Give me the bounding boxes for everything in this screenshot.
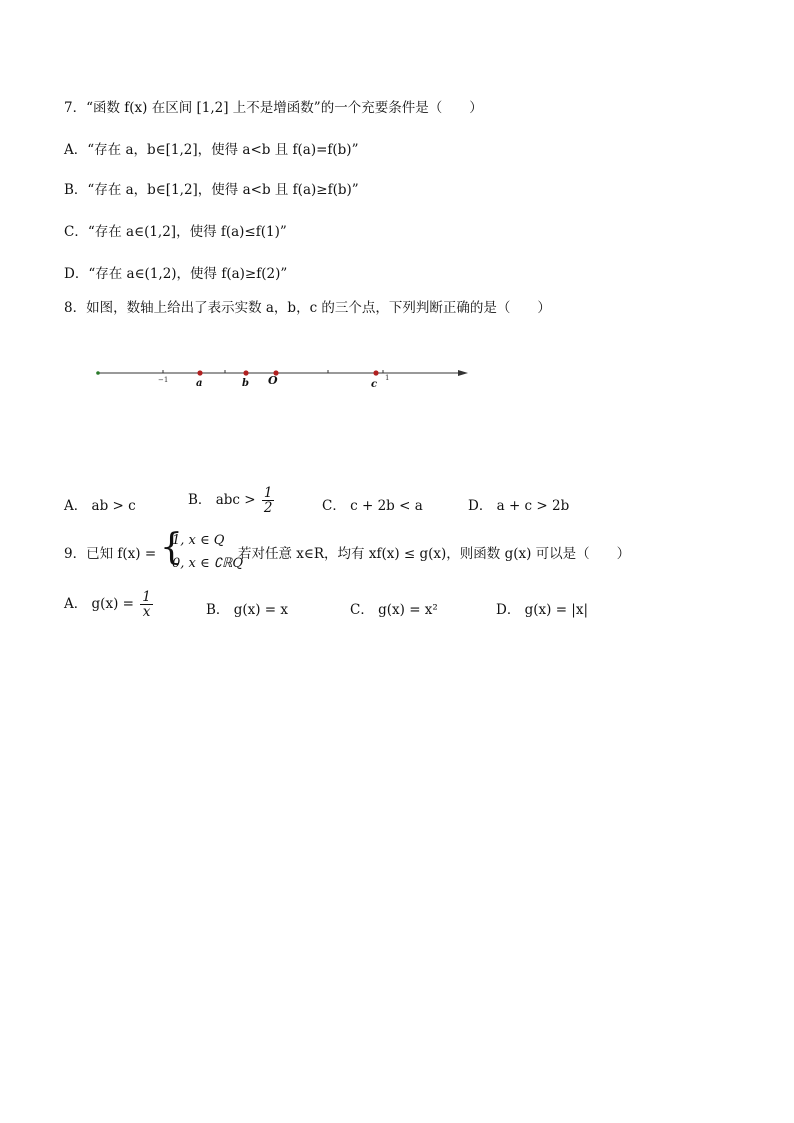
number-line-start-dot [96, 371, 100, 375]
q9-case1: 1, x ∈ Q [172, 533, 225, 548]
q8-option-b-num: 1 [263, 485, 273, 501]
q9-option-a-fraction [140, 590, 153, 619]
q9-option-a-den: x [142, 604, 151, 620]
point-c [373, 370, 378, 375]
point-label-a: a [196, 378, 203, 389]
q8-stem: 8．如图，数轴上给出了表示实数 a，b，c 的三个点，下列判断正确的是（ ） [64, 300, 551, 316]
point-a [197, 370, 202, 375]
point-label-c: c [371, 379, 378, 390]
q8-option-b-fraction [262, 486, 275, 515]
q9-option-c: C． g(x) = x² [350, 602, 438, 618]
q9-option-d: D． g(x) = |x| [496, 602, 589, 618]
q7-option-b: B．“存在 a，b∈[1,2]，使得 a<b 且 f(a)≥f(b)” [64, 182, 359, 198]
q7-option-c: C．“存在 a∈(1,2]，使得 f(a)≤f(1)” [64, 224, 287, 240]
point-label-b: b [242, 378, 249, 389]
number-line-arrow [458, 370, 468, 376]
tick-label-neg1: −1 [158, 376, 169, 384]
q8-option-b-prefix: B． abc > [188, 492, 256, 508]
q9-suffix: 若对任意 x∈R，均有 xf(x) ≤ g(x)，则函数 g(x) 可以是（ ） [238, 546, 631, 562]
q8-option-b [188, 486, 274, 515]
q8-options [64, 485, 764, 516]
q9-options [64, 590, 764, 618]
q8-option-a: A． ab > c [64, 498, 136, 514]
tick-label-1: 1 [385, 374, 390, 382]
q7-stem: 7．“函数 f(x) 在区间 [1,2] 上不是增函数”的一个充要条件是（ ） [64, 100, 483, 116]
q9-prefix: 9．已知 f(x) = [64, 546, 157, 562]
q8-option-c: C． c + 2b < a [322, 498, 423, 514]
point-b [243, 370, 248, 375]
q8-option-d: D． a + c > 2b [468, 498, 570, 514]
q9-brace: { [160, 527, 183, 568]
q9-option-a-prefix: A． g(x) = [64, 596, 134, 612]
q7-option-a: A．“存在 a，b∈[1,2]，使得 a<b 且 f(a)=f(b)” [64, 142, 359, 158]
q8-option-b-den: 2 [263, 500, 273, 516]
q9-option-b: B． g(x) = x [206, 602, 289, 618]
point-label-o: O [268, 374, 278, 387]
number-line-figure [88, 356, 508, 396]
q9-case2: 0, x ∈ ∁ℝQ [172, 556, 243, 571]
q7-option-d: D．“存在 a∈(1,2)，使得 f(a)≥f(2)” [64, 266, 288, 282]
q9-option-a [64, 590, 153, 619]
q9-option-a-num: 1 [142, 589, 151, 605]
